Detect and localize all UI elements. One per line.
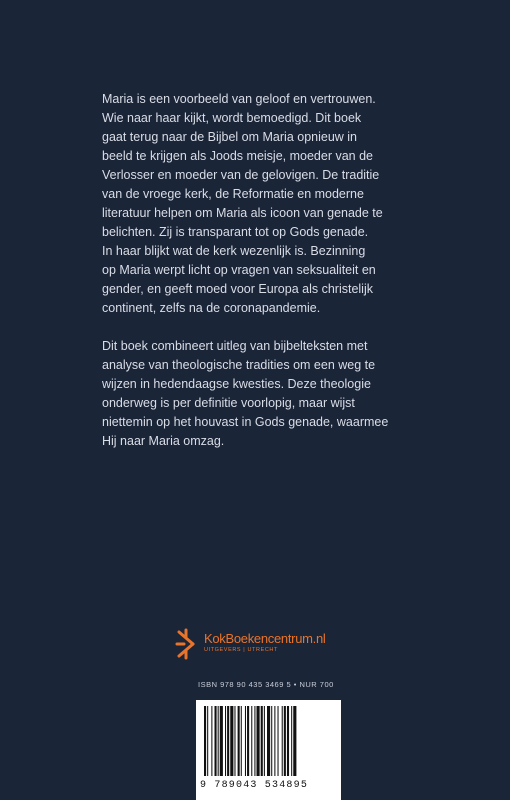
publisher-subtitle: UITGEVERS | UTRECHT — [204, 647, 278, 653]
isbn-line: ISBN 978 90 435 3469 5 • NUR 700 — [198, 680, 334, 689]
blurb-text — [102, 90, 432, 451]
blurb-paragraph-1: Maria is een voorbeeld van geloof en vertrouwen. Wie naar haar kijkt, wordt bemoedigd. Dit boek gaat terug naar de Bijbel om Maria opnieuw in beeld te krijgen als Joods meisje, moeder van de Verlosser en moeder van de gelovigen. De traditie van de vroege kerk, de Reformatie en moderne literatuur helpen om Maria als icoon van genade te belichten. Zij is transparant tot op Gods genade. In haar blijkt wat de kerk wezenlijk is. Bezinning op Maria werpt licht op vragen van seksualiteit en gender, en geeft moed voor Europa als christelijk continent, zelfs na de coronapandemie. — [102, 92, 383, 315]
kok-star-logo-icon — [175, 628, 197, 660]
publisher-name: KokBoekencentrum.nl — [204, 631, 326, 646]
barcode-bars — [204, 706, 333, 776]
barcode — [196, 700, 341, 800]
barcode-digits: 9 789043 534895 — [200, 780, 309, 791]
blurb-paragraph-2: Dit boek combineert uitleg van bijbelteksten met analyse van theologische tradities om een weg te wijzen in hedendaagse kwesties. Deze theologie onderweg is per definitie voorlopig, maar wijst niettemin op het houvast in Gods genade, waarmee Hij naar Maria omzag. — [102, 339, 389, 448]
publisher-logo — [175, 628, 375, 660]
